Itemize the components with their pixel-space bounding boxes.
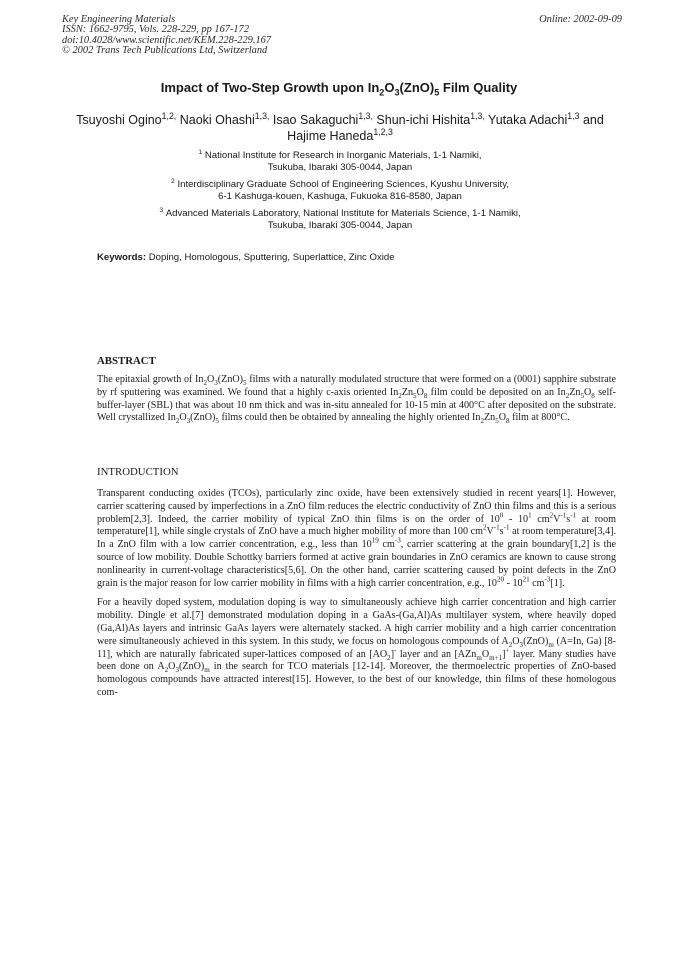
affiliation-2 (60, 179, 620, 203)
affiliation-line: Tsukuba, Ibaraki 305-0044, Japan (267, 162, 413, 173)
affiliation-3 (60, 208, 620, 232)
paper-title: Impact of Two-Step Growth upon $In_2O_3(ZnO)_5$ Film Quality (160, 80, 518, 98)
intro-paragraph-2: For a heavily doped system, modulation doping is way to simultaneously achieve high carrier concentration and high carrier mobility. Dingle et al.[7] demonstrated modulation doping in a GaAs-(Ga,Al)As multilayer system, where heavily doped (Ga,Al)As layers and intrinsic GaAs layers were alternately stacked. A high carrier mobility and a high carrier concentration were simultaneously achieved in this system. In this study, we focus on homologous compounds of $A_2O_3(ZnO)_m$ (A=In, Ga) [8-11], which are naturally fabricated super-lattices composed of an $[AO_2]^-$ layer and an $[AZn_mO_{m+1}]^+$ layer. Many studies have been done on $A_2O_3(ZnO)_m$ in the search for TCO materials [12-14]. Moreover, the thermoelectric properties of ZnO-based homologous compounds have attracted interest[15]. However, to the best of our knowledge, thin films of these homologous com- (97, 597, 617, 698)
doi-line[interactable]: doi:10.4028/www.scientific.net/KEM.228-229.167 (62, 34, 272, 46)
intro-paragraph-1: Transparent conducting oxides (TCOs), particularly zinc oxide, have been extensively studied in recent years[1]. However, carrier scattering caused by imperfections in a ZnO film reduces the electric conductivity of ZnO thin films and this is a serious problem[2,3]. Indeed, the carrier mobility of typical ZnO thin films is on the order of $10^0 - 10^1$ $cm^2V^{-1}s^{-1}$ at room temperature[1], while single crystals of ZnO have a much higher mobility of more than 100 $cm^2V^{-1}s^{-1}$ at room temperature[3,4]. In a ZnO film with a low carrier concentration, e.g., less than $10^{19}$ $cm^{-3}$, carrier scattering at the grain boundary[1,2] is the source of low mobility. Double Schottky barriers formed at active grain boundaries in ZnO ceramics are known to cause strong nonlinearity in current-voltage characteristics[5,6]. On the other hand, carrier scattering caused by point defects in the ZnO grain is the major reason for low carrier mobility in films with a high carrier concentration, e.g., $10^{20} - 10^{21}$ $cm^{-3}[1]$. (97, 488, 617, 589)
keywords-label: Keywords: (97, 252, 147, 263)
affiliation-line: Tsukuba, Ibaraki 305-0044, Japan (267, 220, 413, 231)
journal-name: Key Engineering Materials (62, 14, 176, 25)
journal-header (62, 15, 622, 57)
affiliation-mark: 1 (198, 148, 203, 156)
affiliation-mark: 3 (159, 206, 164, 214)
affiliation-line: Advanced Materials Laboratory, National Institute for Materials Science, 1-1 Namiki, (165, 208, 521, 219)
copyright-line: © 2002 Trans Tech Publications Ltd, Switzerland (62, 45, 268, 57)
affiliation-1 (60, 150, 620, 174)
introduction-text (97, 488, 616, 700)
issn-line: ISSN: 1662-9795, Vols. 228-229, pp 167-172 (62, 24, 250, 36)
abstract-heading: ABSTRACT (97, 355, 156, 367)
affiliation-line: 6-1 Kashuga-kouen, Kashuga, Fukuoka 816-8580, Japan (218, 191, 462, 202)
keywords-text: Doping, Homologous, Sputtering, Superlattice, Zinc Oxide (148, 252, 395, 263)
abstract-paragraph: The epitaxial growth of $In_2O_3(ZnO)_5$ films with a naturally modulated structure that were formed on a (0001) sapphire substrate by rf sputtering was examined. We found that a highly c-axis oriented $In_2Zn_5O_8$ film could be deposited on an $In_2Zn_5O_8$ self-buffer-layer (SBL) that was about 10 nm thick and was in-situ annealed for 10-15 min at 400°C after deposited on the substrate. Well crystallized $In_2O_3(ZnO)_5$ films could then be obtained by annealing the highly oriented $In_2Zn_5O_8$ film at 800°C. (97, 374, 617, 426)
abstract-text (97, 374, 616, 425)
author-list: Tsuyoshi Ogino$^{1,2,}$ Naoki Ohashi$^{1,3,}$ Isao Sakaguchi$^{1,3,}$ Shun-ichi Hishita$^{1,3,}$ Yutaka Adachi$^{1,3}$ and Hajime Haneda$^{1,2,3}$ (76, 110, 604, 143)
keywords (97, 252, 617, 263)
affiliation-line: Interdisciplinary Graduate School of Engineering Sciences, Kyushu University, (177, 179, 509, 190)
introduction-heading: INTRODUCTION (97, 466, 179, 478)
affiliation-mark: 2 (171, 177, 175, 185)
affiliation-line: National Institute for Research in Inorganic Materials, 1-1 Namiki, (204, 150, 482, 161)
online-date: Online: 2002-09-09 (539, 14, 622, 25)
